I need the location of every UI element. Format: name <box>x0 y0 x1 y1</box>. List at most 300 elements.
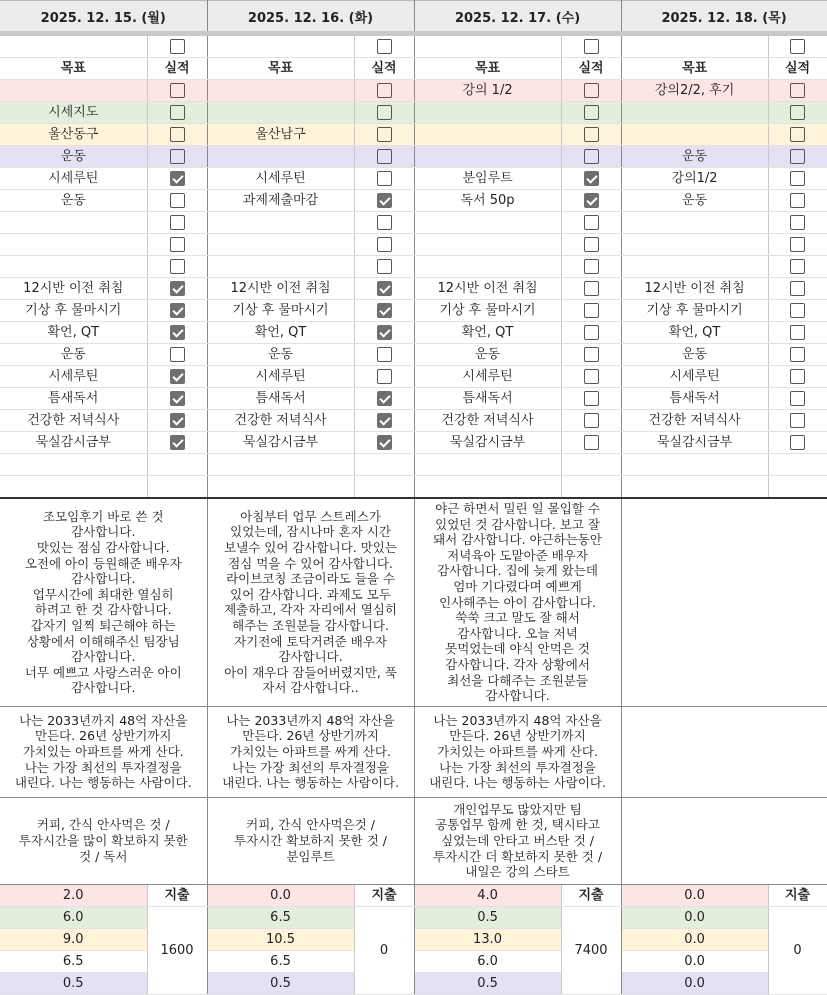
task-goal-cell[interactable] <box>414 212 561 234</box>
gratitude-text: 조모임후기 바로 쓴 것 감사합니다. 맛있는 점심 감사합니다. 오전에 아이 등원해준 배우자 감사합니다. 업무시간에 최대한 열심히 하려고 한 것 감사합니다. 갑자기 일찍 퇴근해야 하는 상황에서 이해해주신 팀장님 감사합니다. 너무 예쁘고 사랑스러운 아이 감사합니다. <box>24 508 182 696</box>
goal-column-header: 목표 <box>414 58 561 80</box>
habit-label-cell[interactable]: 기상 후 물마시기 <box>414 300 561 322</box>
priority-goal-cell[interactable] <box>0 80 147 102</box>
gratitude-cell[interactable] <box>0 498 207 706</box>
result-cell <box>354 234 414 256</box>
habit-label-cell[interactable]: 12시반 이전 취침 <box>414 278 561 300</box>
task-goal-cell[interactable] <box>621 234 768 256</box>
result-cell <box>768 124 827 146</box>
checkbox-unchecked-icon[interactable] <box>790 127 805 142</box>
checkbox-unchecked-icon[interactable] <box>377 237 392 252</box>
reflection-text: 커피, 간식 안사먹은 것 / 투자시간을 많이 확보하지 못한 것 / 독서 <box>18 817 188 864</box>
checkbox-unchecked-icon[interactable] <box>790 281 805 296</box>
checkbox-unchecked-icon[interactable] <box>377 259 392 274</box>
checkbox-unchecked-icon[interactable] <box>377 171 392 186</box>
blank-cell[interactable] <box>621 476 768 499</box>
task-goal-cell[interactable] <box>207 234 354 256</box>
checkbox-unchecked-icon[interactable] <box>790 83 805 98</box>
checkbox-checked-icon[interactable] <box>170 435 185 450</box>
task-goal-cell[interactable] <box>621 212 768 234</box>
date-header: 2025. 12. 15. (월) <box>0 1 207 34</box>
habit-label-cell[interactable]: 확언, QT <box>207 322 354 344</box>
result-cell <box>354 124 414 146</box>
task-goal-cell[interactable]: 독서 50p <box>414 190 561 212</box>
date-header: 2025. 12. 17. (수) <box>414 1 621 34</box>
checkbox-checked-icon[interactable] <box>170 303 185 318</box>
expense-label: 지출 <box>561 884 621 906</box>
result-cell <box>147 256 207 278</box>
result-cell <box>147 168 207 190</box>
priority-goal-cell[interactable]: 강의 1/2 <box>414 80 561 102</box>
habit-row <box>0 410 827 432</box>
habit-label-cell[interactable]: 건강한 저녁식사 <box>0 410 147 432</box>
affirmation-text: 나는 2033년까지 48억 자산을 만든다. 26년 상반기까지 가치있는 아파트를 싸게 산다. 나는 가장 최선의 투자결정을 내린다. 나는 행동하는 사람이다. <box>14 712 192 791</box>
checkbox-unchecked-icon[interactable] <box>170 83 185 98</box>
result-cell <box>147 366 207 388</box>
task-goal-cell[interactable]: 운동 <box>621 190 768 212</box>
result-cell <box>147 432 207 454</box>
affirmation-cell[interactable] <box>414 706 621 797</box>
result-cell <box>768 80 827 102</box>
priority-goal-cell[interactable]: 울산동구 <box>0 124 147 146</box>
checkbox-unchecked-icon[interactable] <box>790 171 805 186</box>
blank-cell[interactable] <box>0 454 147 476</box>
gratitude-cell[interactable] <box>414 498 621 706</box>
checkbox-unchecked-icon[interactable] <box>584 303 599 318</box>
checkbox-unchecked-icon[interactable] <box>377 39 392 54</box>
checkbox-unchecked-icon[interactable] <box>377 127 392 142</box>
habit-row <box>0 322 827 344</box>
checkbox-unchecked-icon[interactable] <box>584 105 599 120</box>
result-cell <box>768 256 827 278</box>
result-cell <box>768 34 827 58</box>
task-goal-cell[interactable] <box>207 212 354 234</box>
blank-cell[interactable] <box>561 476 621 499</box>
reflection-cell[interactable] <box>621 797 827 884</box>
task-goal-cell[interactable] <box>0 212 147 234</box>
checkbox-unchecked-icon[interactable] <box>584 127 599 142</box>
reflection-cell[interactable] <box>0 797 207 884</box>
result-cell <box>561 366 621 388</box>
summary-value[interactable]: 6.5 <box>207 906 354 928</box>
checkbox-unchecked-icon[interactable] <box>170 105 185 120</box>
blank-cell[interactable] <box>354 454 414 476</box>
habit-row <box>0 344 827 366</box>
expense-value[interactable]: 7400 <box>561 906 621 994</box>
habit-label-cell[interactable]: 틈새독서 <box>621 388 768 410</box>
summary-row <box>0 928 827 950</box>
checkbox-unchecked-icon[interactable] <box>170 127 185 142</box>
summary-value[interactable]: 6.5 <box>207 950 354 972</box>
affirmation-cell[interactable] <box>207 706 414 797</box>
checkbox-checked-icon[interactable] <box>170 325 185 340</box>
task-goal-cell[interactable]: 시세루틴 <box>207 168 354 190</box>
task-goal-cell[interactable]: 운동 <box>0 190 147 212</box>
summary-value[interactable]: 0.5 <box>0 972 147 994</box>
result-cell <box>354 80 414 102</box>
habit-label-cell[interactable]: 기상 후 물마시기 <box>621 300 768 322</box>
result-cell <box>147 300 207 322</box>
result-cell <box>147 344 207 366</box>
habit-label-cell[interactable]: 틈새독서 <box>207 388 354 410</box>
result-cell <box>768 410 827 432</box>
reflection-text: 개인업무도 많았지만 팀 공통업무 함께 한 것, 택시타고 싶었는데 안타고 버스탄 것 / 투자시간 더 확보하지 못한 것 / 내일은 강의 스타트 <box>433 801 603 880</box>
result-cell <box>561 278 621 300</box>
habit-row <box>0 278 827 300</box>
habit-label-cell[interactable]: 운동 <box>0 344 147 366</box>
task-row <box>0 168 827 190</box>
date-header-row <box>0 1 827 34</box>
result-cell <box>768 322 827 344</box>
result-cell <box>768 432 827 454</box>
priority-goal-cell[interactable]: 울산남구 <box>207 124 354 146</box>
blank-cell[interactable] <box>147 476 207 499</box>
result-cell <box>147 212 207 234</box>
checkbox-unchecked-icon[interactable] <box>584 391 599 406</box>
blank-cell[interactable] <box>621 454 768 476</box>
checkbox-unchecked-icon[interactable] <box>170 193 185 208</box>
result-cell <box>561 146 621 168</box>
checkbox-unchecked-icon[interactable] <box>790 347 805 362</box>
summary-value[interactable]: 6.0 <box>414 950 561 972</box>
result-cell <box>354 410 414 432</box>
summary-value[interactable]: 0.5 <box>414 906 561 928</box>
habit-label-cell[interactable]: 건강한 저녁식사 <box>207 410 354 432</box>
checkbox-unchecked-icon[interactable] <box>584 237 599 252</box>
checkbox-unchecked-icon[interactable] <box>790 259 805 274</box>
task-goal-cell[interactable] <box>0 256 147 278</box>
priority-row <box>0 124 827 146</box>
habit-label-cell[interactable]: 시세루틴 <box>207 366 354 388</box>
habit-label-cell[interactable]: 운동 <box>414 344 561 366</box>
result-cell <box>354 344 414 366</box>
habit-label-cell[interactable]: 묵실감시금부 <box>621 432 768 454</box>
checkbox-checked-icon[interactable] <box>170 413 185 428</box>
checkbox-unchecked-icon[interactable] <box>584 435 599 450</box>
checkbox-unchecked-icon[interactable] <box>377 83 392 98</box>
habit-label-cell[interactable]: 묵실감시금부 <box>0 432 147 454</box>
priority-goal-cell[interactable]: 시세지도 <box>0 102 147 124</box>
habit-label-cell[interactable]: 시세루틴 <box>621 366 768 388</box>
result-cell <box>147 102 207 124</box>
result-cell <box>768 212 827 234</box>
checkbox-unchecked-icon[interactable] <box>790 369 805 384</box>
habit-label-cell[interactable]: 12시반 이전 취침 <box>0 278 147 300</box>
result-cell <box>561 410 621 432</box>
summary-value[interactable]: 6.0 <box>0 906 147 928</box>
task-goal-cell[interactable] <box>414 256 561 278</box>
result-cell <box>354 322 414 344</box>
blank-cell[interactable] <box>147 454 207 476</box>
summary-value[interactable]: 6.5 <box>0 950 147 972</box>
result-column-header: 실적 <box>147 58 207 80</box>
expense-value[interactable]: 0 <box>768 906 827 994</box>
checkbox-unchecked-icon[interactable] <box>584 259 599 274</box>
goal-cell[interactable] <box>0 34 147 58</box>
checkbox-unchecked-icon[interactable] <box>584 39 599 54</box>
habit-label-cell[interactable]: 확언, QT <box>621 322 768 344</box>
summary-value[interactable]: 0.0 <box>621 972 768 994</box>
priority-goal-cell[interactable]: 운동 <box>0 146 147 168</box>
goal-cell[interactable] <box>621 34 768 58</box>
checkbox-unchecked-icon[interactable] <box>170 237 185 252</box>
date-header: 2025. 12. 18. (목) <box>621 1 827 34</box>
checkbox-unchecked-icon[interactable] <box>584 369 599 384</box>
checkbox-unchecked-icon[interactable] <box>377 369 392 384</box>
priority-goal-cell[interactable] <box>621 124 768 146</box>
habit-label-cell[interactable]: 건강한 저녁식사 <box>621 410 768 432</box>
priority-goal-cell[interactable]: 운동 <box>621 146 768 168</box>
result-column-header: 실적 <box>768 58 827 80</box>
summary-value[interactable]: 0.5 <box>414 972 561 994</box>
task-row <box>0 234 827 256</box>
summary-value[interactable]: 13.0 <box>414 928 561 950</box>
checkbox-unchecked-icon[interactable] <box>170 149 185 164</box>
habit-label-cell[interactable]: 묵실감시금부 <box>414 432 561 454</box>
checkbox-checked-icon[interactable] <box>170 369 185 384</box>
checkbox-checked-icon[interactable] <box>170 281 185 296</box>
blank-cell[interactable] <box>207 454 354 476</box>
expense-label: 지출 <box>147 884 207 906</box>
summary-value[interactable]: 2.0 <box>0 884 147 906</box>
result-cell <box>768 146 827 168</box>
checkbox-checked-icon[interactable] <box>377 193 392 208</box>
task-goal-cell[interactable] <box>0 234 147 256</box>
checkbox-checked-icon[interactable] <box>377 413 392 428</box>
task-row <box>0 190 827 212</box>
gratitude-cell[interactable] <box>207 498 414 706</box>
habit-label-cell[interactable]: 틈새독서 <box>414 388 561 410</box>
habit-label-cell[interactable]: 시세루틴 <box>0 366 147 388</box>
priority-goal-cell[interactable] <box>621 102 768 124</box>
reflection-cell[interactable] <box>414 797 621 884</box>
summary-value[interactable]: 9.0 <box>0 928 147 950</box>
habit-label-cell[interactable]: 확언, QT <box>0 322 147 344</box>
priority-goal-cell[interactable] <box>207 80 354 102</box>
habit-label-cell[interactable]: 묵실감시금부 <box>207 432 354 454</box>
checkbox-unchecked-icon[interactable] <box>584 215 599 230</box>
summary-value[interactable]: 0.0 <box>207 884 354 906</box>
checkbox-unchecked-icon[interactable] <box>170 39 185 54</box>
checkbox-unchecked-icon[interactable] <box>790 237 805 252</box>
checkbox-checked-icon[interactable] <box>170 391 185 406</box>
date-header: 2025. 12. 16. (화) <box>207 1 414 34</box>
result-cell <box>768 102 827 124</box>
result-cell <box>768 344 827 366</box>
task-row <box>0 212 827 234</box>
blank-cell[interactable] <box>414 476 561 499</box>
checkbox-unchecked-icon[interactable] <box>584 347 599 362</box>
checkbox-unchecked-icon[interactable] <box>584 149 599 164</box>
affirmation-cell[interactable] <box>621 706 827 797</box>
checkbox-checked-icon[interactable] <box>584 193 599 208</box>
task-goal-cell[interactable]: 과제제출마감 <box>207 190 354 212</box>
result-cell <box>354 278 414 300</box>
summary-value[interactable]: 0.5 <box>207 972 354 994</box>
task-goal-cell[interactable]: 강의1/2 <box>621 168 768 190</box>
checkbox-unchecked-icon[interactable] <box>377 149 392 164</box>
checkbox-checked-icon[interactable] <box>377 391 392 406</box>
checkbox-checked-icon[interactable] <box>377 435 392 450</box>
reflection-row <box>0 797 827 884</box>
gratitude-text: 야근 하면서 밀린 일 몰입할 수 있었던 것 감사합니다. 보고 잘 돼서 감사합니다. 야근하는동안 저녁육아 도맡아준 배우자 감사합니다. 집에 늦게 왔는데 엄마 기다렸다며 예쁘게 인사해주는 아이 감사합니다. 쑥쑥 크고 말도 잘 해서 감사합니다. 오늘 저녁 못먹었는데 야식 안먹은 것 감사합니다. 각자 상황에서 최선을 다해주는 조원분들 감사합니다. <box>433 501 602 704</box>
blank-cell[interactable] <box>0 476 147 499</box>
checkbox-checked-icon[interactable] <box>170 171 185 186</box>
habit-label-cell[interactable]: 12시반 이전 취침 <box>621 278 768 300</box>
checkbox-unchecked-icon[interactable] <box>584 281 599 296</box>
result-cell <box>354 168 414 190</box>
result-cell <box>768 300 827 322</box>
checkbox-unchecked-icon[interactable] <box>790 105 805 120</box>
result-cell <box>354 300 414 322</box>
checkbox-unchecked-icon[interactable] <box>790 39 805 54</box>
checkbox-unchecked-icon[interactable] <box>377 347 392 362</box>
result-cell <box>354 212 414 234</box>
result-cell <box>147 146 207 168</box>
checkbox-unchecked-icon[interactable] <box>790 435 805 450</box>
task-goal-cell[interactable]: 시세루틴 <box>0 168 147 190</box>
summary-value[interactable]: 10.5 <box>207 928 354 950</box>
blank-cell[interactable] <box>354 476 414 499</box>
summary-value[interactable]: 0.0 <box>621 884 768 906</box>
checkbox-unchecked-icon[interactable] <box>790 193 805 208</box>
blank-cell[interactable] <box>768 476 827 499</box>
result-cell <box>561 300 621 322</box>
checkbox-unchecked-icon[interactable] <box>790 149 805 164</box>
checkbox-unchecked-icon[interactable] <box>790 325 805 340</box>
blank-cell[interactable] <box>207 476 354 499</box>
result-column-header: 실적 <box>354 58 414 80</box>
checkbox-unchecked-icon[interactable] <box>170 215 185 230</box>
summary-row <box>0 972 827 994</box>
task-goal-cell[interactable] <box>621 256 768 278</box>
habit-label-cell[interactable]: 기상 후 물마시기 <box>207 300 354 322</box>
habit-row <box>0 388 827 410</box>
result-cell <box>147 278 207 300</box>
result-cell <box>147 80 207 102</box>
checkbox-unchecked-icon[interactable] <box>170 347 185 362</box>
checkbox-unchecked-icon[interactable] <box>790 215 805 230</box>
habit-label-cell[interactable]: 틈새독서 <box>0 388 147 410</box>
expense-label: 지출 <box>354 884 414 906</box>
habit-row <box>0 300 827 322</box>
result-cell <box>147 234 207 256</box>
top-row <box>0 34 827 58</box>
blank-cell[interactable] <box>768 454 827 476</box>
checkbox-checked-icon[interactable] <box>377 281 392 296</box>
result-cell <box>147 410 207 432</box>
summary-value[interactable]: 0.0 <box>621 928 768 950</box>
result-cell <box>561 80 621 102</box>
result-cell <box>147 124 207 146</box>
reflection-text: 커피, 간식 안사먹은것 / 투자시간 확보하지 못한 것 / 분임루트 <box>234 817 387 864</box>
result-cell <box>354 432 414 454</box>
checkbox-unchecked-icon[interactable] <box>584 325 599 340</box>
checkbox-unchecked-icon[interactable] <box>377 215 392 230</box>
checkbox-unchecked-icon[interactable] <box>790 413 805 428</box>
goal-cell[interactable] <box>414 34 561 58</box>
summary-value[interactable]: 0.0 <box>621 950 768 972</box>
result-cell <box>768 234 827 256</box>
reflection-cell[interactable] <box>207 797 414 884</box>
habit-label-cell[interactable]: 12시반 이전 취침 <box>207 278 354 300</box>
result-cell <box>561 168 621 190</box>
checkbox-unchecked-icon[interactable] <box>790 303 805 318</box>
priority-goal-cell[interactable] <box>414 102 561 124</box>
priority-goal-cell[interactable] <box>207 146 354 168</box>
goal-cell[interactable] <box>207 34 354 58</box>
task-row <box>0 256 827 278</box>
result-cell <box>561 388 621 410</box>
habit-row <box>0 432 827 454</box>
blank-cell[interactable] <box>414 454 561 476</box>
checkbox-unchecked-icon[interactable] <box>584 413 599 428</box>
result-cell <box>147 388 207 410</box>
habit-label-cell[interactable]: 시세루틴 <box>414 366 561 388</box>
habit-label-cell[interactable]: 건강한 저녁식사 <box>414 410 561 432</box>
blank-row <box>0 476 827 499</box>
priority-goal-cell[interactable] <box>414 124 561 146</box>
gratitude-cell[interactable] <box>621 498 827 706</box>
affirmation-row <box>0 706 827 797</box>
priority-goal-cell[interactable]: 강의2/2, 후기 <box>621 80 768 102</box>
summary-value[interactable]: 0.0 <box>621 906 768 928</box>
result-cell <box>561 34 621 58</box>
affirmation-text: 나는 2033년까지 48억 자산을 만든다. 26년 상반기까지 가치있는 아파트를 싸게 산다. 나는 가장 최선의 투자결정을 내린다. 나는 행동하는 사람이다. <box>429 712 606 791</box>
habit-label-cell[interactable]: 운동 <box>207 344 354 366</box>
result-column-header: 실적 <box>561 58 621 80</box>
column-header-row <box>0 58 827 80</box>
habit-label-cell[interactable]: 기상 후 물마시기 <box>0 300 147 322</box>
summary-value[interactable]: 4.0 <box>414 884 561 906</box>
result-cell <box>354 190 414 212</box>
checkbox-unchecked-icon[interactable] <box>790 391 805 406</box>
result-cell <box>354 366 414 388</box>
habit-label-cell[interactable]: 운동 <box>621 344 768 366</box>
goal-column-header: 목표 <box>621 58 768 80</box>
habit-row <box>0 366 827 388</box>
habit-label-cell[interactable]: 확언, QT <box>414 322 561 344</box>
priority-goal-cell[interactable] <box>414 146 561 168</box>
result-cell <box>561 234 621 256</box>
checkbox-checked-icon[interactable] <box>377 325 392 340</box>
checkbox-checked-icon[interactable] <box>584 171 599 186</box>
priority-goal-cell[interactable] <box>207 102 354 124</box>
checkbox-unchecked-icon[interactable] <box>584 83 599 98</box>
result-cell <box>768 388 827 410</box>
result-cell <box>768 278 827 300</box>
affirmation-cell[interactable] <box>0 706 207 797</box>
result-cell <box>354 256 414 278</box>
expense-value[interactable]: 1600 <box>147 906 207 994</box>
checkbox-unchecked-icon[interactable] <box>377 105 392 120</box>
expense-value[interactable]: 0 <box>354 906 414 994</box>
task-goal-cell[interactable] <box>414 234 561 256</box>
blank-row <box>0 454 827 476</box>
checkbox-unchecked-icon[interactable] <box>170 259 185 274</box>
blank-cell[interactable] <box>561 454 621 476</box>
checkbox-checked-icon[interactable] <box>377 303 392 318</box>
result-cell <box>561 322 621 344</box>
task-goal-cell[interactable]: 분임루트 <box>414 168 561 190</box>
goal-column-header: 목표 <box>207 58 354 80</box>
goal-column-header: 목표 <box>0 58 147 80</box>
result-cell <box>147 190 207 212</box>
result-cell <box>768 366 827 388</box>
task-goal-cell[interactable] <box>207 256 354 278</box>
priority-row <box>0 102 827 124</box>
result-cell <box>561 102 621 124</box>
